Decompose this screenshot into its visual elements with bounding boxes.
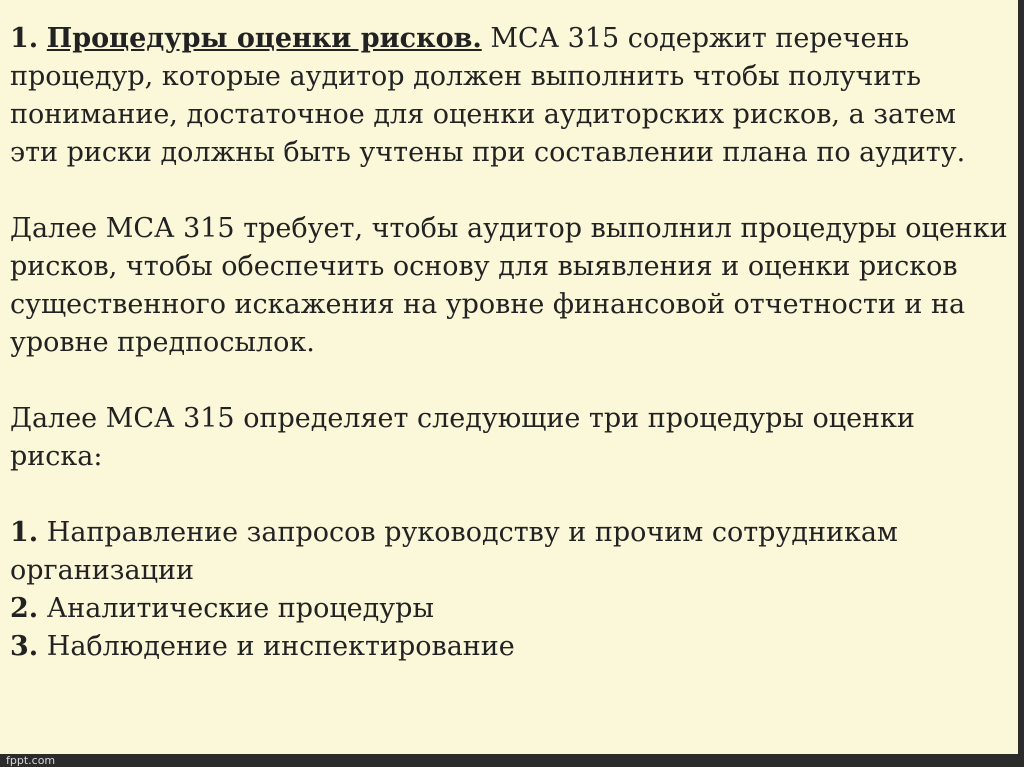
watermark: fppt.com [6,754,56,767]
procedure-number: 1. [10,517,39,548]
paragraph-risk-procedures [10,20,1010,172]
paragraph1-text: МСА 315 содержит перечень процедур, которые аудитор должен выполнить чтобы получить понимание, достаточное для оценки аудиторских рисков, а затем эти риски должны быть учтены при составлении плана по аудиту. [10,23,966,168]
slide-content [10,20,1010,666]
procedure-item-1 [10,514,1010,590]
paragraph1-heading: Процедуры оценки рисков. [46,23,482,54]
procedure-text: Направление запросов руководству и прочим сотрудникам организации [10,517,898,586]
procedure-item-3 [10,628,1010,666]
spacer [10,172,1010,210]
procedure-item-2 [10,590,1010,628]
procedure-number: 3. [10,631,39,662]
spacer [10,362,1010,400]
paragraph-isa315-requirement: Далее МСА 315 требует, чтобы аудитор выполнил процедуры оценки рисков, чтобы обеспечить основу для выявления и оценки рисков существенного искажения на уровне финансовой отчетности и на уровне предпосылок. [10,213,1008,358]
spacer [10,476,1010,514]
procedure-text: Аналитические процедуры [46,593,434,624]
paragraph-isa315-procedures-intro: Далее МСА 315 определяет следующие три процедуры оценки риска: [10,403,915,472]
procedure-text: Наблюдение и инспектирование [46,631,515,662]
procedure-number: 2. [10,593,39,624]
paragraph1-number: 1. [10,23,39,54]
